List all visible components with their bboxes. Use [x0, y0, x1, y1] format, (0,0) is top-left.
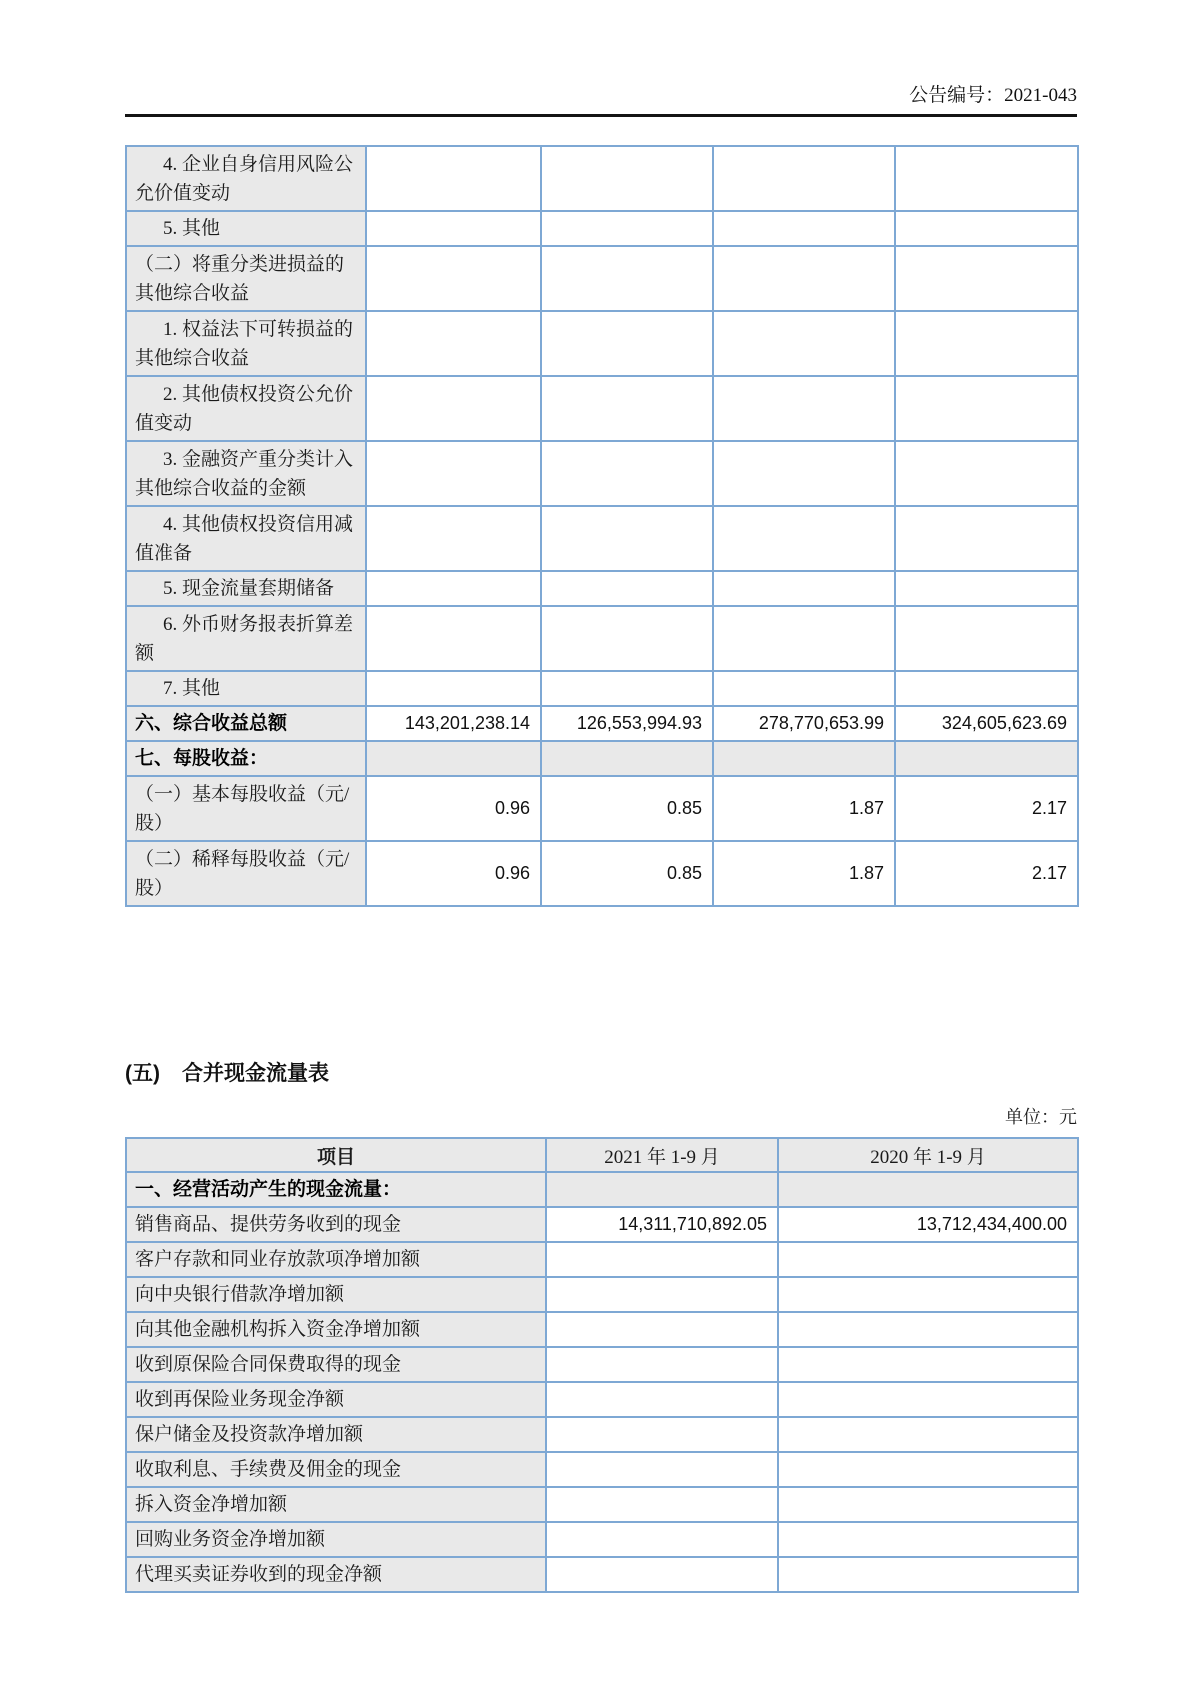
cell-value: 324,605,623.69 [895, 706, 1078, 741]
cell-value [895, 146, 1078, 211]
row-label: 向中央银行借款净增加额 [126, 1277, 546, 1312]
comprehensive-income-table [125, 145, 1079, 907]
cell-value [366, 671, 541, 706]
cell-value: 1.87 [713, 841, 895, 906]
row-label: （二）稀释每股收益（元/股） [126, 841, 366, 906]
table-row [126, 146, 1078, 211]
cell-value [713, 211, 895, 246]
row-label: 销售商品、提供劳务收到的现金 [126, 1207, 546, 1242]
cell-value: 143,201,238.14 [366, 706, 541, 741]
table-row [126, 1522, 1078, 1557]
cell-value [546, 1452, 778, 1487]
cell-value [541, 741, 713, 776]
table-row [126, 1207, 1078, 1242]
header-divider [125, 114, 1077, 117]
table-row [126, 671, 1078, 706]
row-label: 保户储金及投资款净增加额 [126, 1417, 546, 1452]
row-label: 5. 其他 [126, 211, 366, 246]
cell-value [541, 146, 713, 211]
cell-value [895, 506, 1078, 571]
column-header: 2021 年 1-9 月 [546, 1138, 778, 1172]
cell-value [895, 246, 1078, 311]
table-row [126, 1347, 1078, 1382]
cell-value [713, 311, 895, 376]
cell-value [366, 246, 541, 311]
table-row [126, 1382, 1078, 1417]
row-label: 4. 企业自身信用风险公允价值变动 [126, 146, 366, 211]
cell-value [895, 571, 1078, 606]
cell-value [546, 1312, 778, 1347]
row-label: 一、经营活动产生的现金流量： [126, 1172, 546, 1207]
row-label: 4. 其他债权投资信用减值准备 [126, 506, 366, 571]
cell-value [778, 1557, 1078, 1592]
cell-value: 0.96 [366, 841, 541, 906]
table-row [126, 706, 1078, 741]
cell-value [778, 1242, 1078, 1277]
cell-value [895, 741, 1078, 776]
row-label: 5. 现金流量套期储备 [126, 571, 366, 606]
row-label: 拆入资金净增加额 [126, 1487, 546, 1522]
cell-value [778, 1522, 1078, 1557]
table-row [126, 1557, 1078, 1592]
cell-value [366, 606, 541, 671]
cell-value [778, 1417, 1078, 1452]
row-label: 7. 其他 [126, 671, 366, 706]
table-row [126, 1172, 1078, 1207]
section-heading [125, 1057, 1077, 1087]
cell-value [895, 211, 1078, 246]
table-row [126, 1312, 1078, 1347]
table-row [126, 311, 1078, 376]
cell-value [546, 1347, 778, 1382]
cell-value [546, 1172, 778, 1207]
cell-value [541, 311, 713, 376]
section-number: (五) [125, 1062, 160, 1085]
unit-label: 单位：元 [1005, 1107, 1077, 1127]
cell-value [541, 506, 713, 571]
section-title: 合并现金流量表 [182, 1062, 329, 1085]
cell-value [366, 376, 541, 441]
table-row [126, 841, 1078, 906]
cell-value [778, 1277, 1078, 1312]
cell-value [546, 1382, 778, 1417]
table-row [126, 776, 1078, 841]
table-row [126, 1277, 1078, 1312]
cell-value [546, 1487, 778, 1522]
cell-value [778, 1347, 1078, 1382]
cell-value [366, 741, 541, 776]
row-label: 客户存款和同业存放款项净增加额 [126, 1242, 546, 1277]
cell-value: 14,311,710,892.05 [546, 1207, 778, 1242]
table-row [126, 376, 1078, 441]
table-row [126, 506, 1078, 571]
row-label: 七、每股收益： [126, 741, 366, 776]
cell-value: 2.17 [895, 776, 1078, 841]
table-row [126, 1452, 1078, 1487]
page-content [125, 0, 1077, 1593]
row-label: （一）基本每股收益（元/股） [126, 776, 366, 841]
cell-value [366, 571, 541, 606]
cell-value [541, 671, 713, 706]
cell-value: 13,712,434,400.00 [778, 1207, 1078, 1242]
cell-value [366, 311, 541, 376]
cell-value: 1.87 [713, 776, 895, 841]
table-row [126, 246, 1078, 311]
cell-value [895, 311, 1078, 376]
row-label: 向其他金融机构拆入资金净增加额 [126, 1312, 546, 1347]
cell-value [546, 1242, 778, 1277]
cell-value [713, 376, 895, 441]
row-label: 六、综合收益总额 [126, 706, 366, 741]
cell-value [541, 246, 713, 311]
cell-value [713, 506, 895, 571]
cell-value [541, 441, 713, 506]
table-row [126, 1417, 1078, 1452]
cell-value: 2.17 [895, 841, 1078, 906]
table-row [126, 211, 1078, 246]
row-label: 6. 外币财务报表折算差额 [126, 606, 366, 671]
cell-value: 0.85 [541, 841, 713, 906]
cell-value [895, 671, 1078, 706]
cell-value [778, 1382, 1078, 1417]
column-header: 2020 年 1-9 月 [778, 1138, 1078, 1172]
announcement-number: 公告编号：2021-043 [909, 85, 1077, 106]
cell-value [895, 606, 1078, 671]
cell-value [713, 606, 895, 671]
cell-value [713, 671, 895, 706]
table-row [126, 571, 1078, 606]
cell-value [546, 1417, 778, 1452]
cell-value [546, 1557, 778, 1592]
row-label: 收取利息、手续费及佣金的现金 [126, 1452, 546, 1487]
row-label: 收到原保险合同保费取得的现金 [126, 1347, 546, 1382]
row-label: （二）将重分类进损益的其他综合收益 [126, 246, 366, 311]
table-row [126, 606, 1078, 671]
row-label: 回购业务资金净增加额 [126, 1522, 546, 1557]
cell-value [778, 1312, 1078, 1347]
table-row [126, 741, 1078, 776]
cell-value [713, 441, 895, 506]
cell-value [713, 741, 895, 776]
cell-value: 0.96 [366, 776, 541, 841]
cell-value [778, 1487, 1078, 1522]
cell-value [546, 1277, 778, 1312]
cell-value [366, 211, 541, 246]
row-label: 1. 权益法下可转损益的其他综合收益 [126, 311, 366, 376]
table-row [126, 1487, 1078, 1522]
row-label: 2. 其他债权投资公允价值变动 [126, 376, 366, 441]
page-header [125, 0, 1077, 107]
row-label: 3. 金融资产重分类计入其他综合收益的金额 [126, 441, 366, 506]
row-label: 代理买卖证券收到的现金净额 [126, 1557, 546, 1592]
cell-value [713, 246, 895, 311]
cell-value [366, 146, 541, 211]
cell-value: 278,770,653.99 [713, 706, 895, 741]
cell-value: 126,553,994.93 [541, 706, 713, 741]
cell-value [895, 376, 1078, 441]
cell-value [541, 211, 713, 246]
cell-value [546, 1522, 778, 1557]
table-header-row [126, 1138, 1078, 1172]
cash-flow-table [125, 1137, 1079, 1593]
row-label: 收到再保险业务现金净额 [126, 1382, 546, 1417]
cell-value [541, 376, 713, 441]
column-header: 项目 [126, 1138, 546, 1172]
cell-value [366, 506, 541, 571]
cell-value [713, 571, 895, 606]
cell-value [778, 1452, 1078, 1487]
table-row [126, 1242, 1078, 1277]
cell-value: 0.85 [541, 776, 713, 841]
cell-value [713, 146, 895, 211]
cell-value [366, 441, 541, 506]
table-row [126, 441, 1078, 506]
cell-value [778, 1172, 1078, 1207]
cell-value [895, 441, 1078, 506]
cell-value [541, 606, 713, 671]
cell-value [541, 571, 713, 606]
